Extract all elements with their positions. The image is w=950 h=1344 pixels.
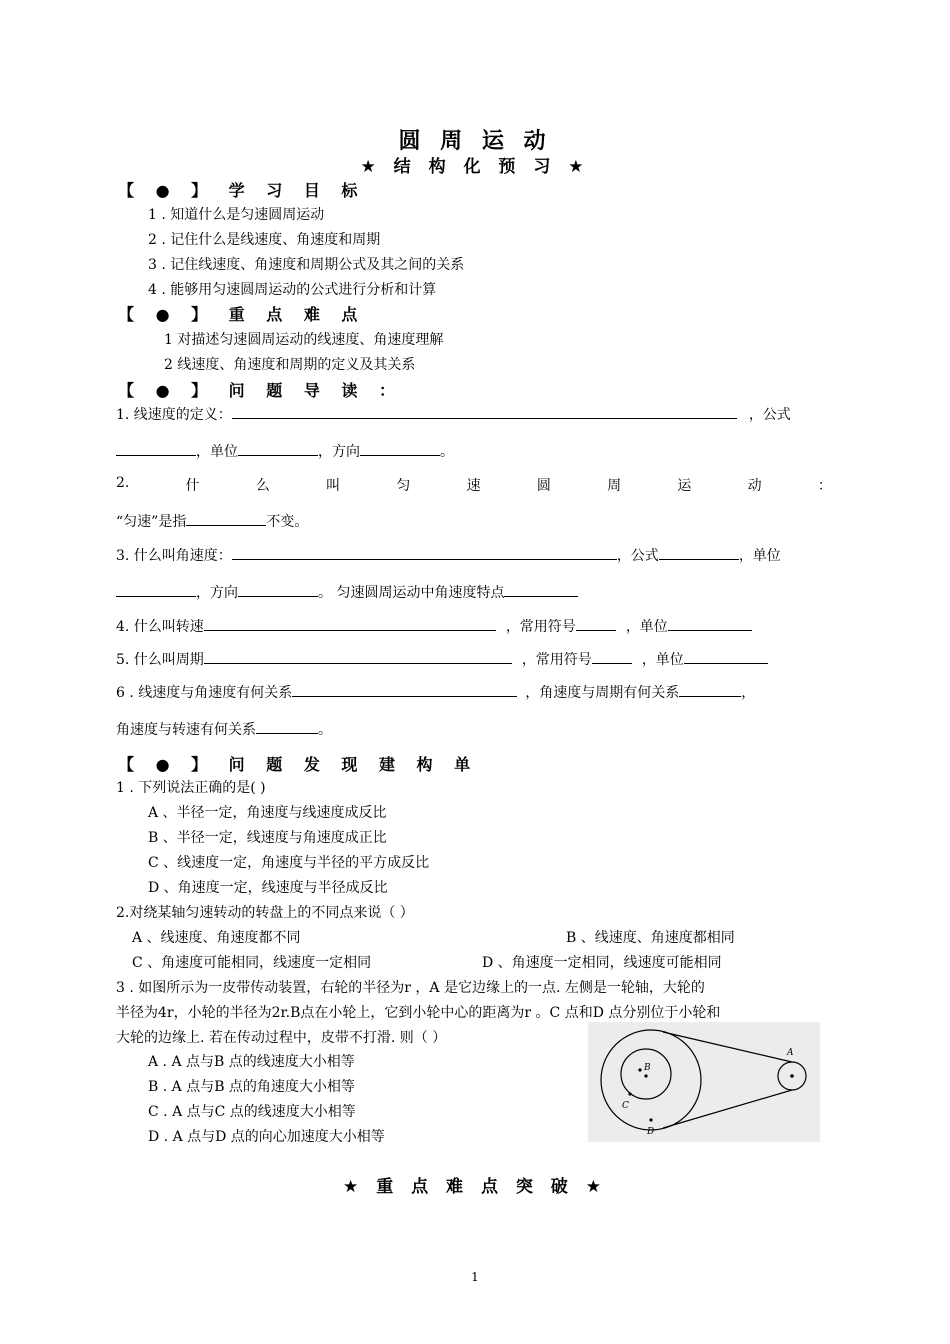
problem-2-option-c: C 、角速度可能相同，线速度一定相同 xyxy=(132,955,372,971)
answer-blank[interactable] xyxy=(116,441,196,456)
answer-blank[interactable] xyxy=(232,404,737,419)
question-char: 周 xyxy=(607,478,622,494)
guide-question-5 xyxy=(116,649,768,669)
question-text: ，方向 xyxy=(196,585,238,601)
page-subtitle: ★ 结 构 化 预 习 ★ xyxy=(360,157,590,177)
goal-item: 4 . 能够用匀速圆周运动的公式进行分析和计算 xyxy=(148,282,437,298)
center-dot xyxy=(644,1074,647,1077)
goal-item: 2 . 记住什么是线速度、角速度和周期 xyxy=(148,232,381,248)
point-a-dot xyxy=(790,1074,794,1078)
problem-3-line: 3 . 如图所示为一皮带传动装置，右轮的半径为r ，A 是它边缘上的一点. 左侧是一轮轴，大轮的 xyxy=(116,980,705,996)
point-d-dot xyxy=(649,1118,652,1121)
answer-blank[interactable] xyxy=(238,582,318,597)
question-text: ，单位 xyxy=(625,619,668,635)
section-heading-discover: 【 ● 】 问 题 发 现 建 构 单 xyxy=(118,755,479,774)
guide-question-1-cont xyxy=(116,441,454,461)
question-text: 。 匀速圆周运动中角速度特点 xyxy=(318,585,505,601)
question-text: 。 xyxy=(318,722,332,738)
label-b: B xyxy=(644,1063,651,1073)
question-text: ，公式 xyxy=(748,407,791,423)
belt-drive-figure xyxy=(588,1022,820,1142)
question-char: 速 xyxy=(466,478,481,494)
question-char: 叫 xyxy=(326,478,341,494)
answer-blank[interactable] xyxy=(238,441,318,456)
question-text: ，单位 xyxy=(196,444,238,460)
guide-question-2 xyxy=(116,475,832,495)
guide-question-3 xyxy=(116,545,781,565)
point-b-dot xyxy=(638,1068,641,1071)
belt-top xyxy=(663,1032,792,1062)
answer-blank[interactable] xyxy=(204,616,496,631)
question-char: 匀 xyxy=(396,478,411,494)
question-char: ： xyxy=(817,478,832,494)
problem-2-option-b: B 、线速度、角速度都相同 xyxy=(566,930,735,946)
question-char: 圆 xyxy=(536,478,551,494)
page-title: 圆 周 运 动 xyxy=(398,129,552,154)
question-char: 什 xyxy=(185,478,200,494)
problem-2-option-a: A 、线速度、角速度都不同 xyxy=(132,930,301,946)
guide-question-4 xyxy=(116,616,752,636)
small-wheel xyxy=(621,1049,671,1099)
question-text: 1. 线速度的定义： xyxy=(116,407,232,423)
label-a: A xyxy=(787,1048,794,1058)
guide-question-6 xyxy=(116,682,755,702)
question-char: 么 xyxy=(255,478,270,494)
problem-2-option-d: D 、角速度一定相同，线速度可能相同 xyxy=(482,955,722,971)
keypoint-item: 2 线速度、角速度和周期的定义及其关系 xyxy=(164,357,416,373)
section-heading-goals: 【 ● 】 学 习 目 标 xyxy=(118,181,366,200)
question-text: ，单位 xyxy=(641,652,684,668)
answer-blank[interactable] xyxy=(116,582,196,597)
answer-blank[interactable] xyxy=(256,719,318,734)
section-heading-breakthrough: ★ 重 点 难 点 突 破 ★ xyxy=(343,1177,607,1197)
answer-blank[interactable] xyxy=(186,511,266,526)
problem-1-option-d: D 、角速度一定，线速度与半径成反比 xyxy=(148,880,388,896)
belt-bottom xyxy=(663,1090,792,1128)
belt-drive-diagram xyxy=(588,1022,820,1142)
section-heading-keypoints: 【 ● 】 重 点 难 点 xyxy=(118,305,366,324)
question-char: 动 xyxy=(747,478,762,494)
answer-blank[interactable] xyxy=(232,545,617,560)
guide-question-2-cont xyxy=(116,511,308,531)
guide-question-1 xyxy=(116,404,791,424)
question-char: 2. xyxy=(116,475,130,491)
answer-blank[interactable] xyxy=(668,616,752,631)
question-text: ，公式 xyxy=(616,548,659,564)
answer-blank[interactable] xyxy=(504,582,578,597)
answer-blank[interactable] xyxy=(659,545,739,560)
point-c-dot xyxy=(628,1092,631,1095)
problem-1-option-c: C 、线速度一定，角速度与半径的平方成反比 xyxy=(148,855,430,871)
problem-3-option-d: D . A 点与D 点的向心加速度大小相等 xyxy=(148,1129,385,1145)
goal-item: 3 . 记住线速度、角速度和周期公式及其之间的关系 xyxy=(148,257,465,273)
problem-3-option-c: C . A 点与C 点的线速度大小相等 xyxy=(148,1104,356,1120)
problem-3-option-a: A . A 点与B 点的线速度大小相等 xyxy=(148,1054,355,1070)
question-text: 4. 什么叫转速 xyxy=(116,619,204,635)
guide-question-3-cont xyxy=(116,582,578,602)
question-text: 不变。 xyxy=(266,514,309,530)
label-c: C xyxy=(622,1101,629,1111)
question-text: 。 xyxy=(440,444,454,460)
page-number: 1 xyxy=(471,1270,479,1284)
problem-1: 1 . 下列说法正确的是( ) xyxy=(116,780,266,796)
question-text: ，单位 xyxy=(738,548,781,564)
problem-3-line: 大轮的边缘上. 若在传动过程中，皮带不打滑. 则（ ） xyxy=(116,1030,447,1046)
question-text: “匀速”是指 xyxy=(116,514,187,530)
goal-item: 1 . 知道什么是匀速圆周运动 xyxy=(148,207,325,223)
question-text: ，角速度与周期有何关系 xyxy=(525,685,680,701)
question-text: 角速度与转速有何关系 xyxy=(116,722,256,738)
question-char: 运 xyxy=(677,478,692,494)
answer-blank[interactable] xyxy=(292,682,517,697)
answer-blank[interactable] xyxy=(592,649,632,664)
problem-1-option-b: B 、半径一定，线速度与角速度成正比 xyxy=(148,830,387,846)
problem-3-option-b: B . A 点与B 点的角速度大小相等 xyxy=(148,1079,355,1095)
answer-blank[interactable] xyxy=(360,441,440,456)
section-heading-guide: 【 ● 】 问 题 导 读 ： xyxy=(118,381,403,400)
question-text: ，常用符号 xyxy=(521,652,592,668)
problem-3-line: 半径为4r，小轮的半径为2r.B点在小轮上，它到小轮中心的距离为r 。C 点和D 点分别位于小轮和 xyxy=(116,1005,721,1021)
guide-question-6-cont xyxy=(116,719,332,739)
question-text: ，常用符号 xyxy=(505,619,576,635)
label-d: D xyxy=(647,1127,655,1137)
question-text: 6 . 线速度与角速度有何关系 xyxy=(116,685,293,701)
answer-blank[interactable] xyxy=(204,649,512,664)
answer-blank[interactable] xyxy=(679,682,741,697)
answer-blank[interactable] xyxy=(684,649,768,664)
question-text: 5. 什么叫周期 xyxy=(116,652,204,668)
answer-blank[interactable] xyxy=(576,616,616,631)
problem-1-option-a: A 、半径一定，角速度与线速度成反比 xyxy=(148,805,387,821)
large-wheel xyxy=(601,1030,701,1130)
question-text: 3. 什么叫角速度： xyxy=(116,548,232,564)
keypoint-item: 1 对描述匀速圆周运动的线速度、角速度理解 xyxy=(164,332,444,348)
problem-2: 2.对绕某轴匀速转动的转盘上的不同点来说（ ） xyxy=(116,905,414,921)
question-text: ， xyxy=(741,685,756,701)
question-text: ，方向 xyxy=(318,444,360,460)
